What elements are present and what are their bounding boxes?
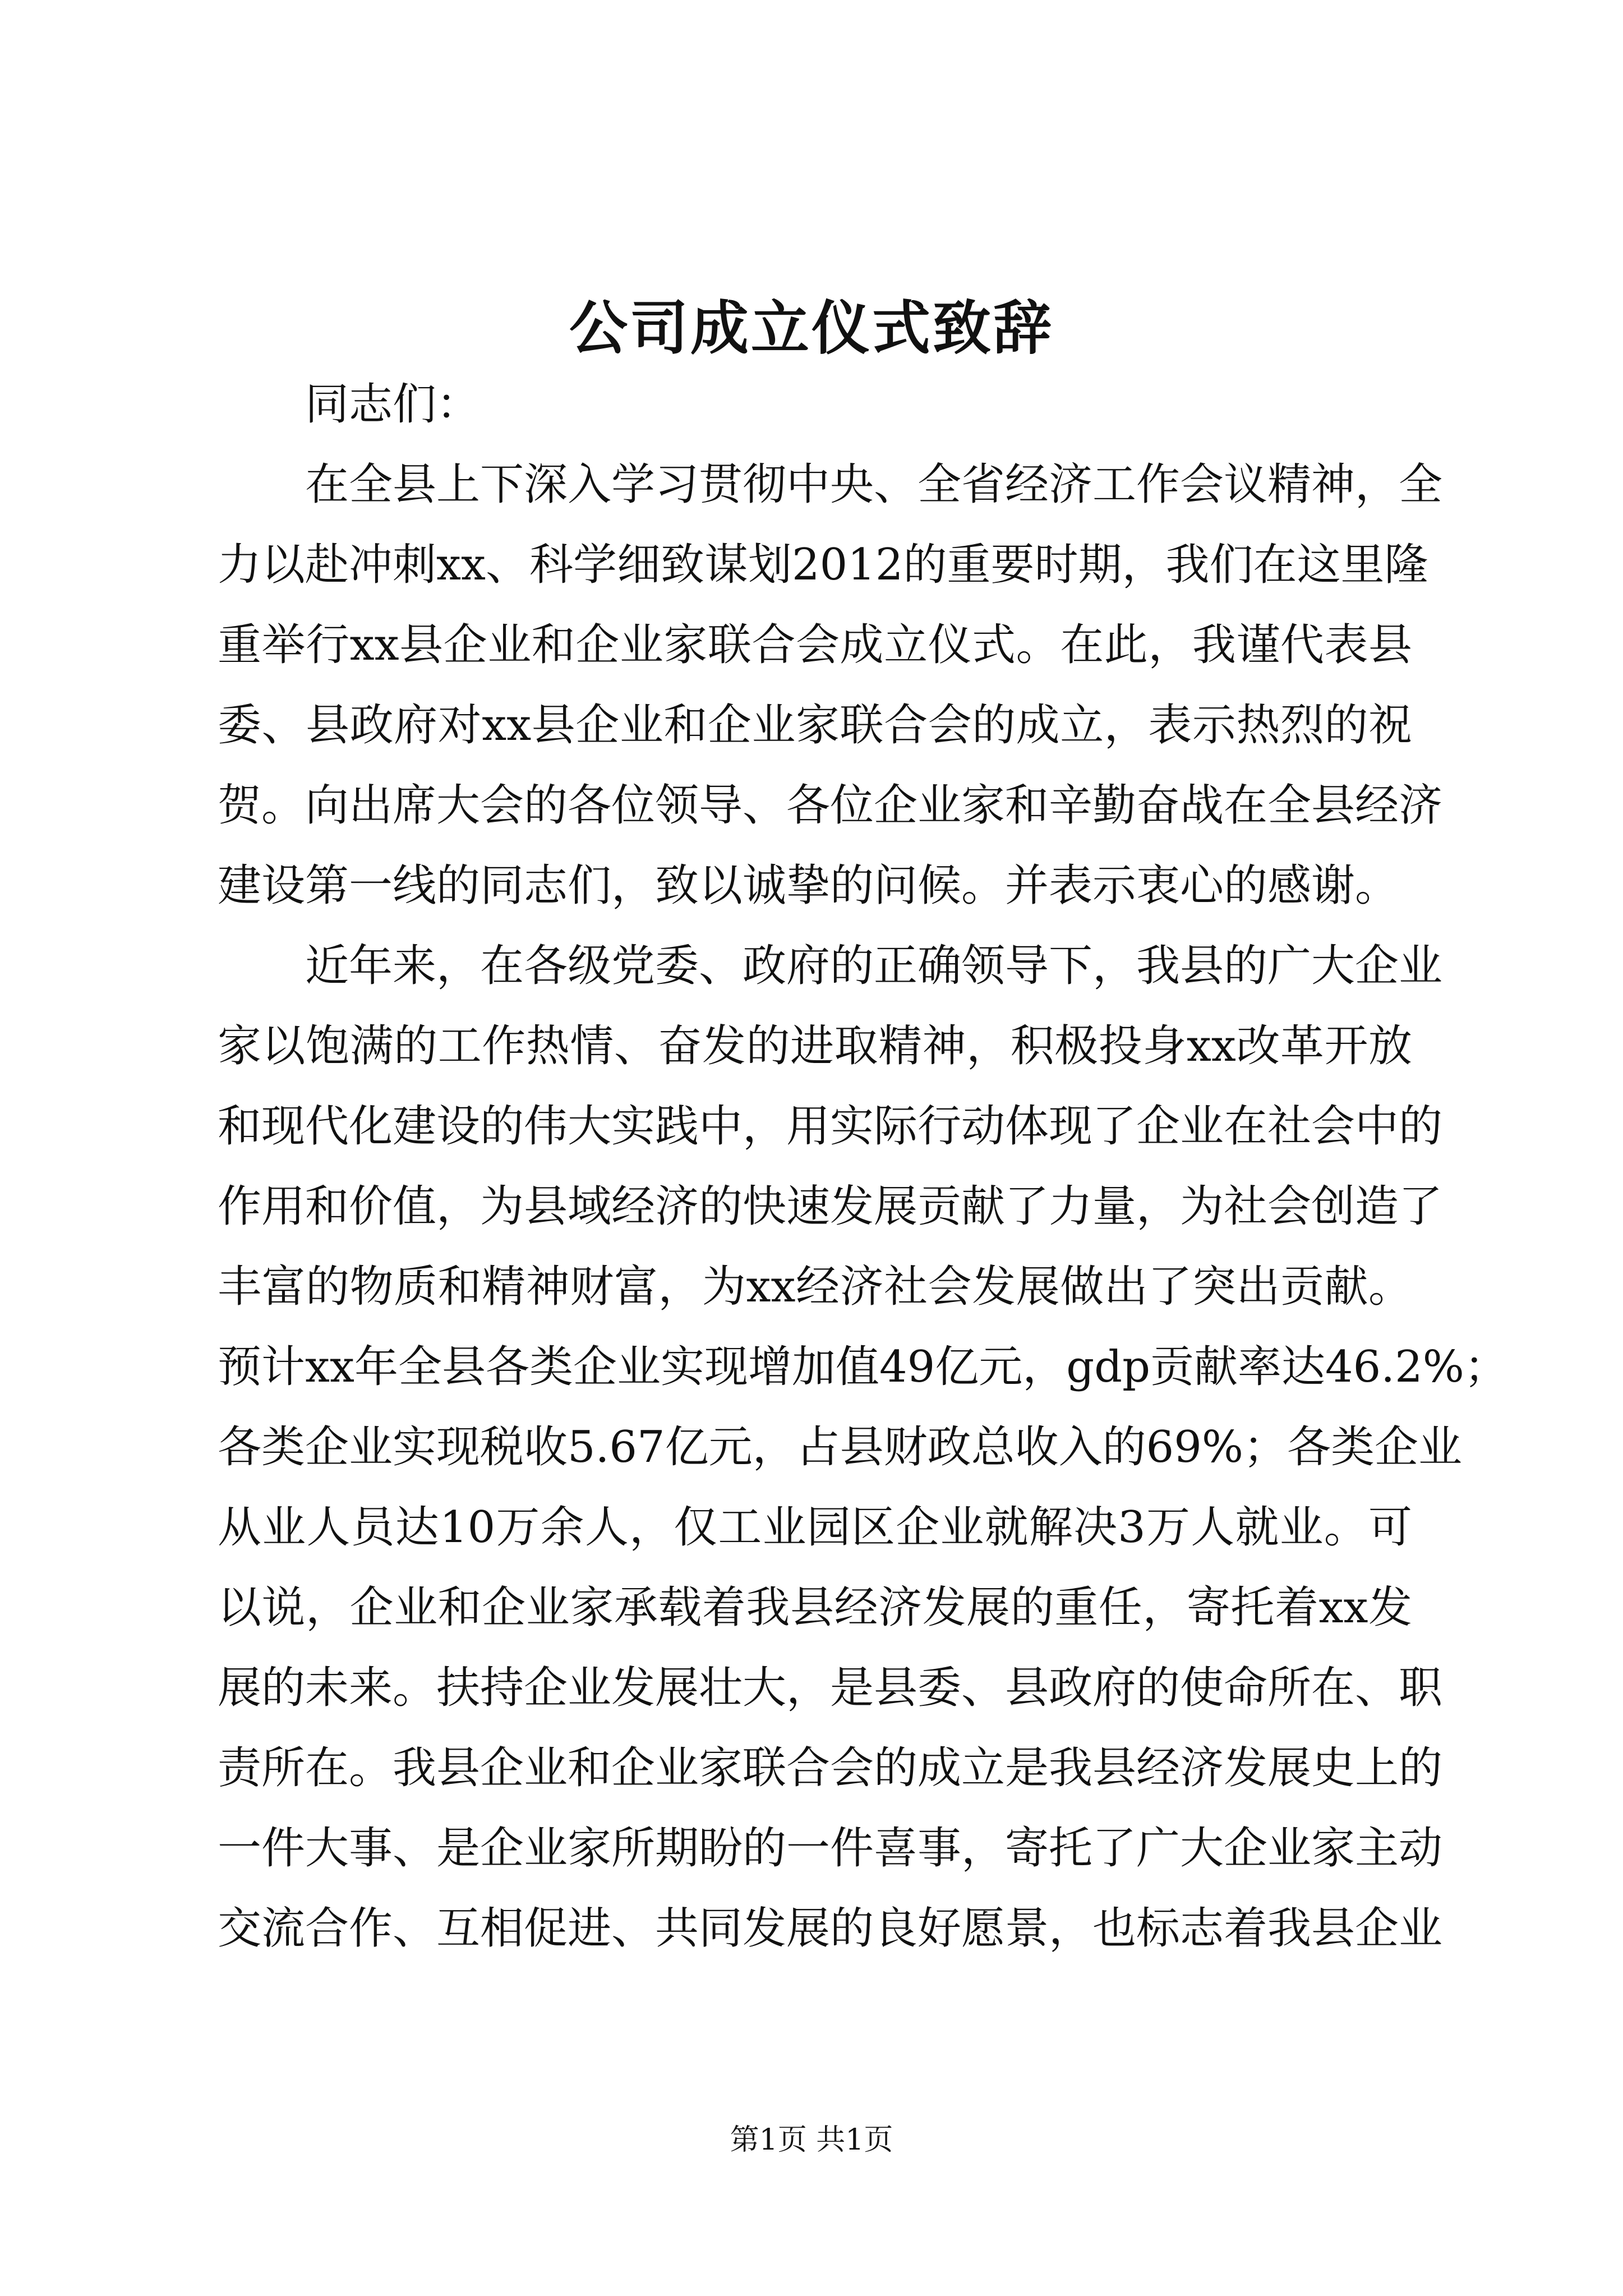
paragraph-line: 和现代化建设的伟大实践中，用实际行动体现了企业在社会中的 [218,1101,1443,1152]
paragraph-line: 委、县政府对xx县企业和企业家联合会的成立，表示热烈的祝 [218,700,1412,751]
paragraph-line: 预计xx年全县各类企业实现增加值49亿元，gdp贡献率达46.2%； [218,1342,1508,1392]
page-number-footer: 第1页 共1页 [730,2123,893,2157]
paragraph-line: 交流合作、互相促进、共同发展的良好愿景，也标志着我县企业 [218,1903,1443,1954]
paragraph-line: 展的未来。扶持企业发展壮大，是县委、县政府的使命所在、职 [218,1663,1443,1713]
paragraph-line: 丰富的物质和精神财富，为xx经济社会发展做出了突出贡献。 [218,1262,1412,1312]
paragraph-line: 家以饱满的工作热情、奋发的进取精神，积极投身xx改革开放 [218,1021,1412,1071]
paragraph-line: 重举行xx县企业和企业家联合会成立仪式。在此，我谨代表县 [218,620,1412,670]
paragraph-line: 贺。向出席大会的各位领导、各位企业家和辛勤奋战在全县经济 [218,780,1443,831]
paragraph-line: 近年来，在各级党委、政府的正确领导下，我县的广大企业 [305,941,1443,991]
paragraph-line: 各类企业实现税收5.67亿元，占县财政总收入的69%；各类企业 [218,1422,1463,1473]
paragraph-line: 在全县上下深入学习贯彻中央、全省经济工作会议精神，全 [305,459,1443,510]
document-title: 公司成立仪式致辞 [569,293,1054,362]
paragraph-line: 一件大事、是企业家所期盼的一件喜事，寄托了广大企业家主动 [218,1823,1443,1874]
document-body [218,365,1508,1969]
salutation: 同志们： [305,379,481,430]
paragraph-line: 建设第一线的同志们，致以诚挚的问候。并表示衷心的感谢。 [218,861,1399,911]
paragraph-line: 力以赴冲刺xx、科学细致谋划2012的重要时期，我们在这里隆 [218,540,1428,590]
paragraph-line: 从业人员达10万余人，仅工业园区企业就解决3万人就业。可 [218,1502,1412,1553]
paragraph-line: 责所在。我县企业和企业家联合会的成立是我县经济发展史上的 [218,1743,1443,1793]
paragraph-line: 以说，企业和企业家承载着我县经济发展的重任，寄托着xx发 [218,1582,1412,1633]
paragraph-line: 作用和价值，为县域经济的快速发展贡献了力量，为社会创造了 [218,1181,1443,1232]
